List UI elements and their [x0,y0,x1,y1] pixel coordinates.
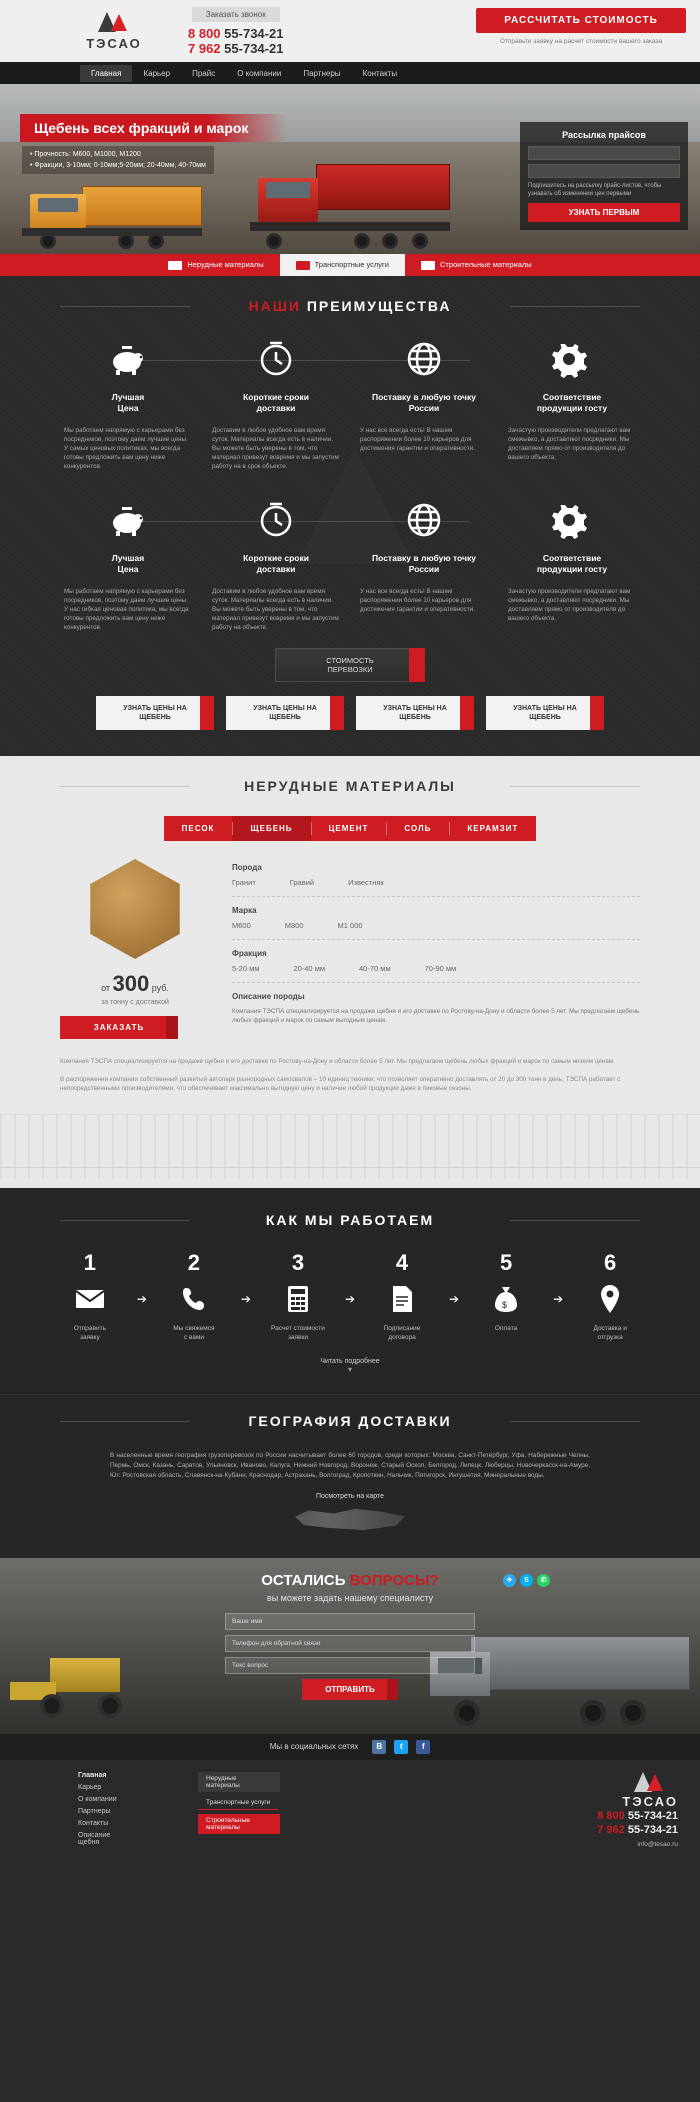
form-title-part2: ВОПРОСЫ? [349,1571,439,1589]
arrow-right-icon: ➔ [344,1291,356,1306]
truck-orange-image [22,178,202,248]
clock-icon [212,497,340,543]
subscription-text: Подпишитесь на рассылку прайс-листов, чтобы узнавать об изменении цен первыми [528,183,662,197]
gravel-image [83,859,187,959]
envelope-icon [49,1282,131,1316]
calculate-cost-button[interactable]: РАССЧИТАТЬ СТОИМОСТЬ [476,8,686,33]
logo-text: ТЭСАО [86,35,142,51]
nav-item-about[interactable]: О компании [237,68,282,78]
step-item [361,1250,443,1342]
arrow-right-icon: ➔ [136,1291,147,1306]
subscribe-button[interactable]: УЗНАТЬ ПЕРВЫМ [528,203,680,222]
spec-value[interactable]: 5-20 мм [232,964,260,973]
advantage-item [54,336,202,471]
step-label: Отправить заявку [73,1324,106,1341]
spec-value[interactable]: Гравий [289,878,315,887]
truck-icon [296,261,310,270]
how-we-work-section [0,1188,700,1394]
spec-label-description: Описание породы [232,992,305,1001]
footer-email[interactable]: info@tesao.ru [637,1840,678,1848]
phone-number-1: 55-734-21 [224,25,284,41]
material-tab-salt[interactable]: СОЛЬ [386,816,449,841]
phone-list [188,26,283,56]
read-more-link[interactable] [0,1358,700,1374]
globe-icon [360,336,488,382]
footer-link-partners[interactable]: Партнеры [78,1807,111,1815]
footer-menu [0,1772,120,1851]
footer-link-contacts[interactable]: Контакты [78,1819,109,1827]
material-price [60,971,210,997]
advantage-item [202,336,350,471]
phone-row-1[interactable] [188,26,283,41]
geography-text: В населенные время география грузоперевозок по России насчитывает более 60 городов, среди которых: Москва, Санкт-Петербург, Уфа, Набережные Челны, Пермь, Омск, Казань, Саратов, Ульяновск, Иваново, Калуга, Нижний Новгород, Воронеж, Старый Оскол, Белгород, Липецк, Люберцы, Новочеркасск-на-Амуре, Юг: Ростовская область, Славянск-на-Кубани, Краснодар, Астрахань, Волгоград, Кропоткин, Нальчик, Пятигорск, Ингушетия, Минеральные воды. [110,1451,590,1479]
step-number: 4 [395,1249,409,1275]
spec-value[interactable]: 40-70 мм [359,964,391,973]
advantage-item [350,336,498,471]
material-tab-cement[interactable]: ЦЕМЕНТ [311,816,387,841]
advantage-heading: Поставку в любую точку России [372,392,476,413]
price-value: 300 [112,971,150,996]
footer-logo[interactable] [622,1772,678,1809]
step-item [49,1250,131,1342]
document-icon [361,1282,443,1316]
footer-tag-building[interactable]: Строительные материалы [198,1814,280,1834]
step-number: 6 [604,1249,617,1275]
spec-values-rock [232,878,640,887]
advantages-section [0,276,700,756]
phone-code-1: 8 800 [188,25,221,41]
advantage-text: У нас все всегда есть! В нашем распоряжении более 10 карьеров для достижения гарантии и оперативности. [360,588,475,613]
transport-cost-line2: ПЕРЕВОЗКИ [327,665,373,674]
category-tabs [0,254,700,276]
step-number: 3 [291,1249,305,1275]
form-title [261,1572,439,1589]
hero-bullet-1: • Прочность: М600, М1000, М1200 [30,151,141,158]
form-subtitle: вы можете задать нашему специалисту [266,1592,434,1603]
whatsapp-icon[interactable]: ✆ [537,1574,550,1587]
hero-banner [0,84,700,254]
advantage-text: Мы работаем напрямую с карьерами без посредников, поэтому даем лучшие цены. У самых ценовых политиках, мы всегда готовы предложить вам цену ниже конкурентов. [64,427,188,470]
material-right-column [232,859,640,1039]
geography-title: ГЕОГРАФИЯ ДОСТАВКИ [0,1413,700,1429]
advantages-row-2 [0,497,700,632]
truck-icon [168,261,182,270]
materials-long-text [0,1039,700,1108]
footer-phone-2[interactable]: 7 962 55-734-21 [597,1823,678,1836]
question-field[interactable]: Текс вопрос [225,1657,475,1674]
twitter-icon[interactable]: t [394,1740,408,1754]
advantage-heading: Короткие сроки доставки [243,553,309,574]
contact-socials [503,1574,550,1587]
footer-contacts [280,1772,700,1851]
spec-value[interactable]: Известняк [348,878,384,887]
view-on-map-link[interactable]: Посмотреть на карте [315,1492,385,1500]
gears-icon [508,336,636,382]
calculate-cost-block [476,8,686,46]
social-bar [0,1734,700,1760]
price-prefix: от [101,983,110,993]
material-description: Компания ТЭСПА специализируется на продаже щебня и его доставке по Ростову-на-Дону и области более 5 лет. Мы предлагаем щебень любых фракций и марок по самым выгодным ценам. [232,1008,640,1024]
advantages-title [0,298,700,314]
facebook-icon[interactable]: f [416,1740,430,1754]
advantage-text: У нас все всегда есть! В нашем распоряжении более 10 карьеров для достижения гарантии и оперативности. [360,427,475,452]
subscription-name-input[interactable] [528,146,680,160]
step-label: Мы свяжемся с вами [173,1324,215,1341]
phone-number-2: 55-734-21 [224,40,284,56]
advantage-item [350,497,498,632]
price-subscription-panel [520,122,688,230]
advantage-heading: Поставку в любую точку России [372,553,476,574]
map-pin-icon [569,1282,651,1316]
order-button[interactable]: ЗАКАЗАТЬ [60,1016,178,1039]
advantage-text: Доставим в любое удобное вам время суток. Материалы всегда есть в наличии. Вы можете быть уверены в том, что материал привезут вовремя и мы запустим работу на объекте. [212,588,339,631]
hero-bullet-2: • Фракции, 3-10мм; 0-10мм;5-20мм; 20-40мм, 40-70мм [30,162,206,169]
materials-title: НЕРУДНЫЕ МАТЕРИАЛЫ [0,778,700,794]
chevron-down-icon: ▾ [347,1364,352,1374]
nav-item-home[interactable]: Главная [80,65,132,82]
advantage-heading: Соответствие продукции госту [536,392,608,413]
step-item [569,1250,651,1342]
footer [0,1760,700,1865]
name-field[interactable]: Ваше имя [225,1613,475,1630]
form-fields [225,1613,475,1700]
long-paragraph-1: Компания ТЭСПА специализируется на продаже щебня и его доставке по Ростову-на-Дону и области более 5 лет. Мы предлагаем щебень любых фракций и марок по самым низким ценам. [60,1058,615,1065]
footer-tag-nonmetallic[interactable]: Нерудные материалы [198,1772,280,1792]
spec-values-mark [232,921,640,930]
calculator-icon [257,1282,339,1316]
price-button[interactable]: УЗНАТЬ ЦЕНЫ НА ЩЕБЕНЬ [486,696,604,730]
vk-icon[interactable]: B [372,1740,386,1754]
step-label: Расчет стоимости заявки [271,1324,325,1341]
russia-map-icon[interactable] [295,1506,405,1534]
telegram-icon[interactable]: ✈ [503,1574,516,1587]
questions-form-section [0,1558,700,1734]
step-label: Оплата [494,1324,518,1332]
divider [232,982,640,983]
long-paragraph-2: В распоряжении компании собственный развитый автопарк разнородных самосвалов – 10 единиц техники, что позволяет оперативно доставлять от 20 до 300 тонн в день. ТЭСПА работает с непосредственными производителями, что обеспечивает максимально выгодную цену и наличие любой продукции даже в пиковые сезоны. [60,1075,621,1092]
advantages-title-accent: НАШИ [248,298,301,314]
step-label: Доставка и отгрузка [593,1324,627,1341]
advantages-row-1 [0,336,700,471]
gears-icon [508,497,636,543]
nav-item-contacts[interactable]: Контакты [362,68,398,78]
material-tab-sand[interactable]: ПЕСОК [181,824,215,833]
piggy-bank-icon [64,336,192,382]
social-bar-label: Мы в социальных сетях [269,1742,359,1751]
step-number: 5 [499,1249,513,1275]
spec-value[interactable]: М600 [232,921,251,930]
price-button[interactable]: УЗНАТЬ ЦЕНЫ НА ЩЕБЕНЬ [96,696,214,730]
step-label: Подписание договора [383,1324,421,1341]
footer-link-home[interactable]: Главная [78,1771,107,1779]
arrow-right-icon: ➔ [240,1291,251,1306]
advantage-text: Зачастую производители предлагают вам смежывко, а доставляют посредники. Мы доставляем прямо от производителя до вашего объекта. [508,427,631,461]
spec-value[interactable]: М1 000 [337,921,363,930]
category-tab-building[interactable] [405,254,548,276]
category-tab-label: Транспортные услуги [314,260,389,269]
materials-section [0,756,700,1188]
material-left-column [60,859,210,1039]
main-nav [0,62,700,84]
spec-value[interactable]: 70-90 мм [424,964,457,973]
form-title-part1: ОСТАЛИСЬ [261,1571,346,1589]
truck-icon [421,261,435,270]
clock-icon [212,336,340,382]
hero-bullets [22,146,214,174]
step-number: 2 [187,1249,201,1275]
price-button[interactable]: УЗНАТЬ ЦЕНЫ НА ЩЕБЕНЬ [356,696,474,730]
form-content [0,1558,700,1700]
skype-icon[interactable]: S [520,1574,533,1587]
price-unit: руб. [151,983,169,993]
spec-label-mark: Марка [232,906,257,915]
phone-row-2[interactable] [188,41,283,56]
logo[interactable] [66,9,162,53]
footer-link-gravel-desc[interactable]: Описание щебня [78,1831,111,1846]
arrow-right-icon: ➔ [553,1291,564,1306]
order-call-block [188,7,283,56]
piggy-bank-icon [64,497,192,543]
price-button[interactable]: УЗНАТЬ ЦЕНЫ НА ЩЕБЕНЬ [226,696,344,730]
spec-value[interactable]: Гранит [232,878,256,887]
footer-logo-text: ТЭСАО [622,1793,678,1809]
svg-text:$: $ [502,1299,508,1310]
materials-tabs [0,816,700,841]
spec-values-fraction [232,964,640,973]
top-bar [0,0,700,62]
nav-item-quarry[interactable]: Карьер [143,68,171,78]
transport-cost-button[interactable] [275,648,425,682]
category-tab-label: Нерудные материалы [187,260,264,269]
step-number: 1 [83,1249,96,1275]
footer-link-about[interactable]: О компании [78,1795,117,1803]
phone-code-2: 7 962 [188,40,221,56]
advantage-text: Доставим в любое удобное вам время суток. Материалы всегда есть в наличии. Вы можете быть уверены в том, что материал привезут вовремя и мы запустим работу на в срок объекте. [212,427,339,470]
advantage-item [202,497,350,632]
transport-cost-line1: СТОИМОСТЬ [326,656,374,665]
advantage-item [54,497,202,632]
money-bag-icon [465,1282,547,1316]
train-illustration [0,1114,700,1178]
globe-icon [360,497,488,543]
advantage-heading: Лучшая Цена [111,553,145,574]
order-call-button[interactable]: Заказать звонок [192,7,280,22]
advantage-heading: Лучшая Цена [111,392,145,413]
phone-icon [153,1282,235,1316]
spec-value[interactable]: 20-40 мм [293,964,326,973]
step-item [465,1250,547,1333]
send-button[interactable]: ОТПРАВИТЬ [302,1679,398,1700]
read-more-label: Читать подробнее [320,1357,380,1365]
footer-categories [120,1772,280,1851]
price-note: за тонну с доставкой [101,999,169,1006]
step-item [257,1250,339,1342]
subscription-title: Рассылка прайсов [562,130,646,140]
advantage-text: Зачастую производители предлагают вам смежывко, а доставляют посредники. Мы доставляем прямо от производителя до вашего объекта. [508,588,631,622]
category-tab-transport[interactable] [280,254,405,276]
footer-tag-transport[interactable]: Транспортные услуги [198,1796,278,1810]
advantage-heading: Короткие сроки доставки [243,392,309,413]
hero-title: Щебень всех фракций и марок [20,114,288,142]
spec-label-rock: Порода [232,863,262,872]
subscription-email-input[interactable] [528,164,680,178]
advantage-item [498,336,646,471]
how-we-work-title: КАК МЫ РАБОТАЕМ [0,1212,700,1228]
logo-triangle-icon [94,12,134,34]
advantage-item [498,497,646,632]
divider [232,896,640,897]
category-tab-label: Строительные материалы [439,260,532,269]
advantage-text: Мы работаем напрямую с карьерами без посредников, поэтому даем лучшие цены. У нас гибкая ценовая политика, мы всегда готовы предложить вам цену ниже конкурентов. [64,588,189,631]
steps-row [0,1250,700,1342]
calculate-cost-subtitle: Отправьте заявку на расчет стоимости вашего заказа [499,38,663,45]
truck-red-image [250,164,450,248]
advantage-heading: Соответствие продукции госту [536,553,608,574]
step-item [153,1250,235,1342]
divider [232,939,640,940]
nav-item-partners[interactable]: Партнеры [303,68,341,78]
advantages-title-main: ПРЕИМУЩЕСТВА [306,298,452,314]
footer-link-quarry[interactable]: Карьер [78,1783,102,1791]
phone-field[interactable]: Телефон для обратной связи [225,1635,475,1652]
price-buttons-row [0,696,700,730]
geography-section [0,1394,700,1558]
nav-item-price[interactable]: Прайс [192,68,216,78]
logo-triangle-icon [630,1772,670,1794]
material-detail [0,859,700,1039]
material-tab-keramzit[interactable]: КЕРАМЗИТ [449,816,536,841]
arrow-right-icon: ➔ [449,1291,460,1306]
material-tab-gravel[interactable]: ЩЕБЕНЬ [232,816,310,841]
spec-label-fraction: Фракция [232,949,267,958]
category-tab-nonmetallic[interactable] [152,254,279,276]
spec-value[interactable]: М800 [284,921,304,930]
footer-phone-1[interactable]: 8 800 55-734-21 [597,1809,678,1822]
